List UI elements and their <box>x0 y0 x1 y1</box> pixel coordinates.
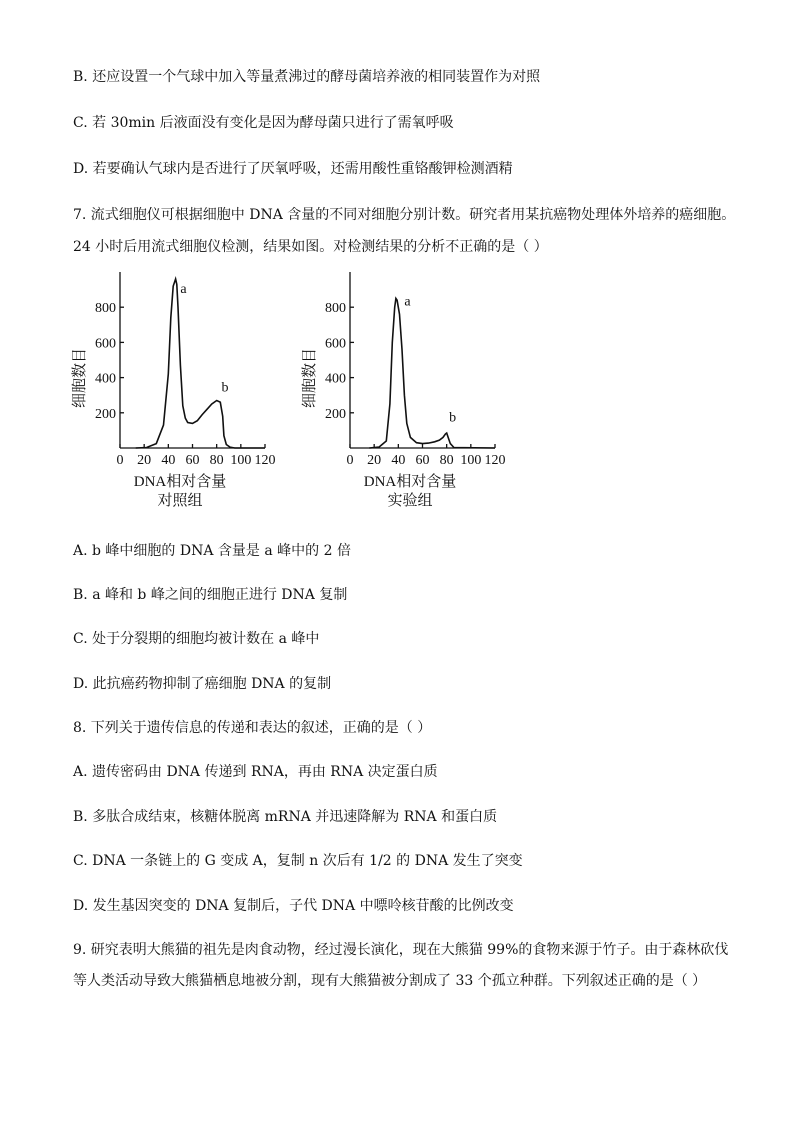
q8-option-b: B. 多肽合成结束，核糖体脱离 mRNA 并迅速降解为 RNA 和蛋白质 <box>73 809 498 825</box>
question-9-line-2: 等人类活动导致大熊猫栖息地被分割，现有大熊猫被分割成了 33 个孤立种群。下列叙述正确的是（ ） <box>73 973 707 989</box>
x-tick-label: 20 <box>137 453 152 468</box>
x-tick-label: 40 <box>391 453 406 468</box>
x-axis-label: DNA相对含量 <box>363 474 457 490</box>
peak-label-b: b <box>449 410 457 426</box>
distribution-curve <box>369 298 495 448</box>
y-tick-label: 600 <box>95 336 116 352</box>
x-tick-label: 80 <box>439 453 454 468</box>
y-tick-label: 400 <box>325 371 346 387</box>
q8-option-c: C. DNA 一条链上的 G 变成 A，复制 n 次后有 1/2 的 DNA 发生了突变 <box>73 853 523 869</box>
q7-option-b: B. a 峰和 b 峰之间的细胞正进行 DNA 复制 <box>73 587 348 603</box>
y-tick-label: 200 <box>95 406 116 422</box>
distribution-curve <box>136 279 265 448</box>
x-tick-label: 80 <box>209 453 224 468</box>
question-7-line-1: 7. 流式细胞仪可根据细胞中 DNA 含量的不同对细胞分别计数。研究者用某抗癌物处理体外培养的癌细胞。 <box>73 207 736 223</box>
x-tick-label: 60 <box>185 453 200 468</box>
x-tick-label: 100 <box>230 453 252 468</box>
y-tick-label: 400 <box>95 371 116 387</box>
y-tick-label: 800 <box>325 301 346 317</box>
x-tick-label: 100 <box>460 453 482 468</box>
y-tick-label: 600 <box>325 336 346 352</box>
y-tick-label: 800 <box>95 301 116 317</box>
x-tick-label: 60 <box>415 453 430 468</box>
peak-label-a: a <box>180 282 187 298</box>
option-d-prev: D. 若要确认气球内是否进行了厌氧呼吸，还需用酸性重铬酸钾检测酒精 <box>73 161 513 177</box>
x-tick-label: 20 <box>367 453 382 468</box>
question-7-line-2: 24 小时后用流式细胞仪检测，结果如图。对检测结果的分析不正确的是（ ） <box>73 239 548 255</box>
x-tick-label: 0 <box>116 453 124 468</box>
question-8: 8. 下列关于遗传信息的传递和表达的叙述，正确的是（ ） <box>73 720 432 736</box>
q8-option-a: A. 遗传密码由 DNA 传递到 RNA，再由 RNA 决定蛋白质 <box>73 764 438 780</box>
y-axis-label: 细胞数目 <box>302 347 318 409</box>
q7-option-c: C. 处于分裂期的细胞均被计数在 a 峰中 <box>73 631 320 647</box>
figure-control <box>60 272 290 522</box>
chart-title: 实验组 <box>387 493 433 509</box>
q7-option-a: A. b 峰中细胞的 DNA 含量是 a 峰中的 2 倍 <box>73 543 351 559</box>
x-tick-label: 40 <box>161 453 176 468</box>
q8-option-d: D. 发生基因突变的 DNA 复制后，子代 DNA 中嘌呤核苷酸的比例改变 <box>73 898 514 914</box>
option-b-prev: B. 还应设置一个气球中加入等量煮沸过的酵母菌培养液的相同装置作为对照 <box>73 69 541 85</box>
y-axis-label: 细胞数目 <box>72 347 88 409</box>
peak-label-a: a <box>404 294 411 310</box>
question-9-line-1: 9. 研究表明大熊猫的祖先是肉食动物，经过漫长演化，现在大熊猫 99%的食物来源于竹子。由于森林砍伐 <box>73 942 729 958</box>
option-c-prev: C. 若 30min 后液面没有变化是因为酵母菌只进行了需氧呼吸 <box>73 115 454 131</box>
x-tick-label: 120 <box>484 453 506 468</box>
x-tick-label: 0 <box>346 453 354 468</box>
y-tick-label: 200 <box>325 406 346 422</box>
chart-title: 对照组 <box>157 493 203 509</box>
figure-experiment <box>290 272 520 522</box>
x-axis-label: DNA相对含量 <box>133 474 227 490</box>
peak-label-b: b <box>221 380 229 396</box>
x-tick-label: 120 <box>254 453 276 468</box>
q7-option-d: D. 此抗癌药物抑制了癌细胞 DNA 的复制 <box>73 676 332 692</box>
